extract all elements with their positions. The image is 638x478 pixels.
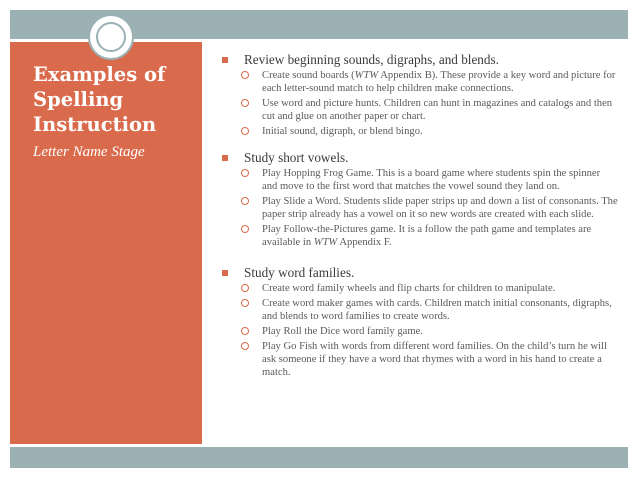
square-bullet-icon bbox=[222, 270, 228, 276]
circle-bullet-icon bbox=[241, 327, 249, 335]
bullet-text: Study word families. bbox=[244, 265, 355, 280]
sub-item bbox=[222, 195, 618, 221]
circle-bullet-icon bbox=[241, 225, 249, 233]
sub-item bbox=[222, 167, 618, 193]
sub-list bbox=[222, 282, 618, 379]
sub-item bbox=[222, 340, 618, 379]
sub-list bbox=[222, 69, 618, 138]
sub-item bbox=[222, 97, 618, 123]
bullet-short-vowels bbox=[222, 150, 618, 166]
circle-bullet-icon bbox=[241, 127, 249, 135]
sub-item-text: Play Slide a Word. Students slide paper strips up and down a list of consonants. The paper strip already has a vowel on it so new words are created with each slide. bbox=[262, 196, 618, 220]
circle-bullet-icon bbox=[241, 197, 249, 205]
bottom-band bbox=[10, 447, 628, 468]
circle-ornament-icon bbox=[88, 14, 134, 60]
sub-list bbox=[222, 167, 618, 249]
bullet-word-families bbox=[222, 265, 618, 281]
sub-item bbox=[222, 297, 618, 323]
bullet-text: Review beginning sounds, digraphs, and blends. bbox=[244, 52, 499, 67]
square-bullet-icon bbox=[222, 155, 228, 161]
sub-item bbox=[222, 69, 618, 95]
content-area bbox=[222, 52, 618, 381]
circle-bullet-icon bbox=[241, 342, 249, 350]
sub-item-text: Create word family wheels and flip charts for children to manipulate. bbox=[262, 283, 556, 294]
sub-item-text: Create word maker games with cards. Children match initial consonants, digraphs, and blends to word families to create words. bbox=[262, 298, 612, 322]
sub-item-text: Initial sound, digraph, or blend bingo. bbox=[262, 126, 423, 137]
slide-title: Examples of Spelling Instruction bbox=[33, 63, 166, 136]
sub-item-text: Create sound boards (WTW Appendix B). These provide a key word and picture for each letter-sound match to help children make connections. bbox=[262, 70, 616, 94]
bullet-review-sounds bbox=[222, 52, 618, 68]
circle-bullet-icon bbox=[241, 299, 249, 307]
circle-bullet-icon bbox=[241, 99, 249, 107]
bullet-text: Study short vowels. bbox=[244, 150, 349, 165]
sub-item-text: Play Follow-the-Pictures game. It is a follow the path game and templates are available in WTW Appendix F. bbox=[262, 224, 592, 248]
sub-item-text: Use word and picture hunts. Children can hunt in magazines and catalogs and then cut and glue on another paper or chart. bbox=[262, 98, 613, 122]
sub-item bbox=[222, 282, 618, 295]
square-bullet-icon bbox=[222, 57, 228, 63]
circle-bullet-icon bbox=[241, 284, 249, 292]
slide-subtitle: Letter Name Stage bbox=[33, 144, 145, 160]
sub-item bbox=[222, 325, 618, 338]
sub-item-text: Play Go Fish with words from different word families. On the child’s turn he will ask someone if they have a word that rhymes with a word in his hand to create a match. bbox=[262, 341, 607, 378]
sub-item-text: Play Roll the Dice word family game. bbox=[262, 326, 423, 337]
sub-item bbox=[222, 223, 618, 249]
sub-item-text: Play Hopping Frog Game. This is a board game where students spin the spinner and move to the first word that matches the vowel sound they land on. bbox=[262, 168, 601, 192]
circle-ornament-inner bbox=[96, 22, 126, 52]
circle-bullet-icon bbox=[241, 71, 249, 79]
sub-item bbox=[222, 125, 618, 138]
circle-bullet-icon bbox=[241, 169, 249, 177]
